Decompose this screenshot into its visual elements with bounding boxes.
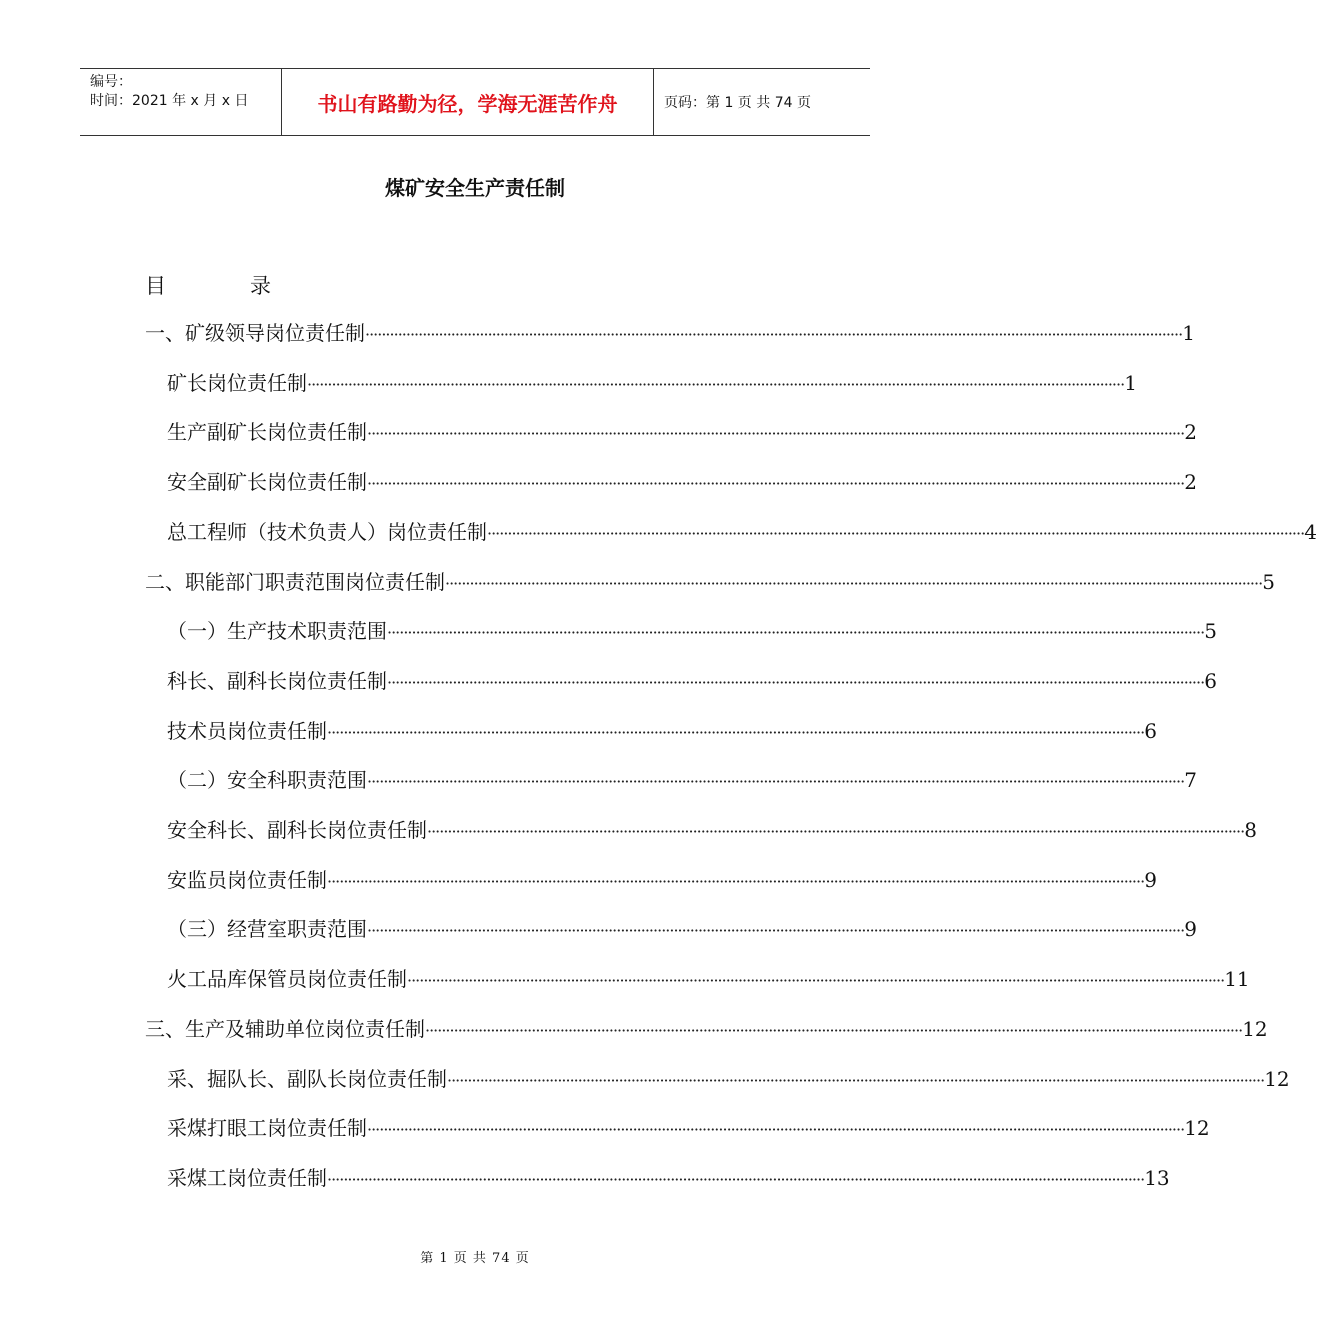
toc-entry-title: 采煤工岗位责任制	[167, 1165, 327, 1190]
toc-entry-title: 三、生产及辅助单位岗位责任制	[145, 1016, 425, 1041]
toc-entry	[167, 616, 1217, 646]
toc-entry-title: 总工程师（技术负责人）岗位责任制	[167, 519, 487, 544]
toc-entry-page: 13	[1144, 1165, 1170, 1190]
toc-heading-left: 目	[145, 274, 166, 298]
document-date: 时间：2021 年 x 月 x 日	[90, 93, 249, 109]
toc-entry	[167, 765, 1197, 795]
toc-dot-leader: ········································································································································································································	[367, 424, 1185, 444]
page-footer: 第 1 页 共 74 页	[420, 1251, 530, 1266]
header-page-info: 页码：第 1 页 共 74 页	[664, 95, 811, 111]
toc-entry-title: 安全副矿长岗位责任制	[167, 470, 367, 495]
page-header	[80, 68, 870, 136]
toc-entry-page: 1	[1124, 370, 1137, 395]
toc-dot-leader: ········································································································································································································	[425, 1020, 1243, 1040]
document-number-label: 编号：	[90, 74, 132, 90]
toc-dot-leader: ········································································································································································································	[367, 772, 1185, 792]
toc-dot-leader: ········································································································································································································	[307, 374, 1125, 394]
toc-entry	[167, 815, 1257, 845]
toc-entry	[145, 1014, 1268, 1044]
toc-heading	[145, 270, 271, 300]
toc-entry-title: （二）安全科职责范围	[167, 768, 367, 793]
toc-entry	[167, 964, 1250, 994]
toc-entry-title: 安全科长、副科长岗位责任制	[167, 818, 427, 842]
toc-entry-page: 12	[1264, 1066, 1290, 1091]
document-title: 煤矿安全生产责任制	[385, 176, 565, 200]
toc-dot-leader: ········································································································································································································	[367, 921, 1185, 941]
toc-entry	[167, 368, 1137, 398]
toc-entry	[145, 567, 1275, 597]
toc-entry-title: 采、掘队长、副队长岗位责任制	[167, 1066, 447, 1091]
toc-entry-page: 4	[1304, 519, 1317, 544]
toc-dot-leader: ········································································································································································································	[487, 523, 1305, 543]
toc-dot-leader: ········································································································································································································	[427, 822, 1245, 841]
toc-dot-leader: ········································································································································································································	[327, 1169, 1145, 1189]
toc-entry-title: 二、职能部门职责范围岗位责任制	[145, 569, 445, 594]
toc-entry-page: 6	[1144, 718, 1157, 743]
toc-entry-page: 9	[1144, 867, 1157, 892]
toc-entry	[167, 666, 1217, 696]
toc-dot-leader: ········································································································································································································	[447, 1070, 1265, 1090]
toc-entry-page: 9	[1184, 917, 1197, 942]
toc-entry-page: 6	[1204, 668, 1217, 693]
toc-entry-page: 12	[1184, 1116, 1210, 1141]
toc-entry-page: 12	[1242, 1016, 1268, 1041]
toc-entry	[167, 865, 1157, 895]
toc-heading-right: 录	[250, 274, 271, 298]
toc-entry	[167, 517, 1317, 547]
toc-entry	[167, 1064, 1290, 1094]
toc-dot-leader: ········································································································································································································	[327, 871, 1145, 891]
toc-dot-leader: ········································································································································································································	[327, 722, 1145, 742]
toc-entry-title: （三）经营室职责范围	[167, 917, 367, 942]
toc-entry-page: 11	[1224, 967, 1250, 992]
toc-entry	[167, 1113, 1210, 1143]
toc-entry-page: 2	[1184, 420, 1197, 445]
toc-dot-leader: ········································································································································································································	[367, 1120, 1185, 1140]
toc-entry-title: 矿长岗位责任制	[167, 370, 307, 395]
toc-entry-title: （一）生产技术职责范围	[167, 619, 387, 644]
toc-entry-page: 5	[1204, 619, 1217, 644]
toc-entry	[167, 1163, 1170, 1193]
toc-entry-page: 7	[1184, 768, 1197, 793]
toc-entry-page: 2	[1184, 470, 1197, 495]
toc-entry-page: 5	[1262, 569, 1275, 594]
header-motto: 书山有路勤为径，学海无涯苦作舟	[282, 69, 654, 135]
toc-entry-title: 火工品库保管员岗位责任制	[167, 967, 407, 992]
toc-dot-leader: ········································································································································································································	[387, 672, 1205, 692]
toc-entry-title: 采煤打眼工岗位责任制	[167, 1116, 367, 1141]
toc-dot-leader: ········································································································································································································	[407, 971, 1225, 991]
toc-entry-page: 1	[1182, 321, 1195, 345]
toc-entry	[167, 914, 1197, 944]
toc-entry-title: 一、矿级领导岗位责任制	[145, 321, 365, 345]
toc-dot-leader: ········································································································································································································	[367, 474, 1185, 494]
toc-entry	[167, 467, 1197, 497]
toc-dot-leader: ········································································································································································································	[445, 573, 1263, 593]
toc-dot-leader: ········································································································································································································	[387, 623, 1205, 643]
toc-entry-title: 技术员岗位责任制	[167, 718, 327, 743]
toc-dot-leader: ········································································································································································································	[365, 325, 1183, 344]
toc-entry-title: 安监员岗位责任制	[167, 867, 327, 892]
toc-entry-title: 科长、副科长岗位责任制	[167, 668, 387, 693]
header-meta	[80, 69, 282, 135]
toc-entry	[145, 318, 1195, 348]
toc-entry	[167, 716, 1157, 746]
toc-entry-title: 生产副矿长岗位责任制	[167, 420, 367, 445]
toc-entry-page: 8	[1244, 818, 1257, 842]
toc-entry	[167, 417, 1197, 447]
